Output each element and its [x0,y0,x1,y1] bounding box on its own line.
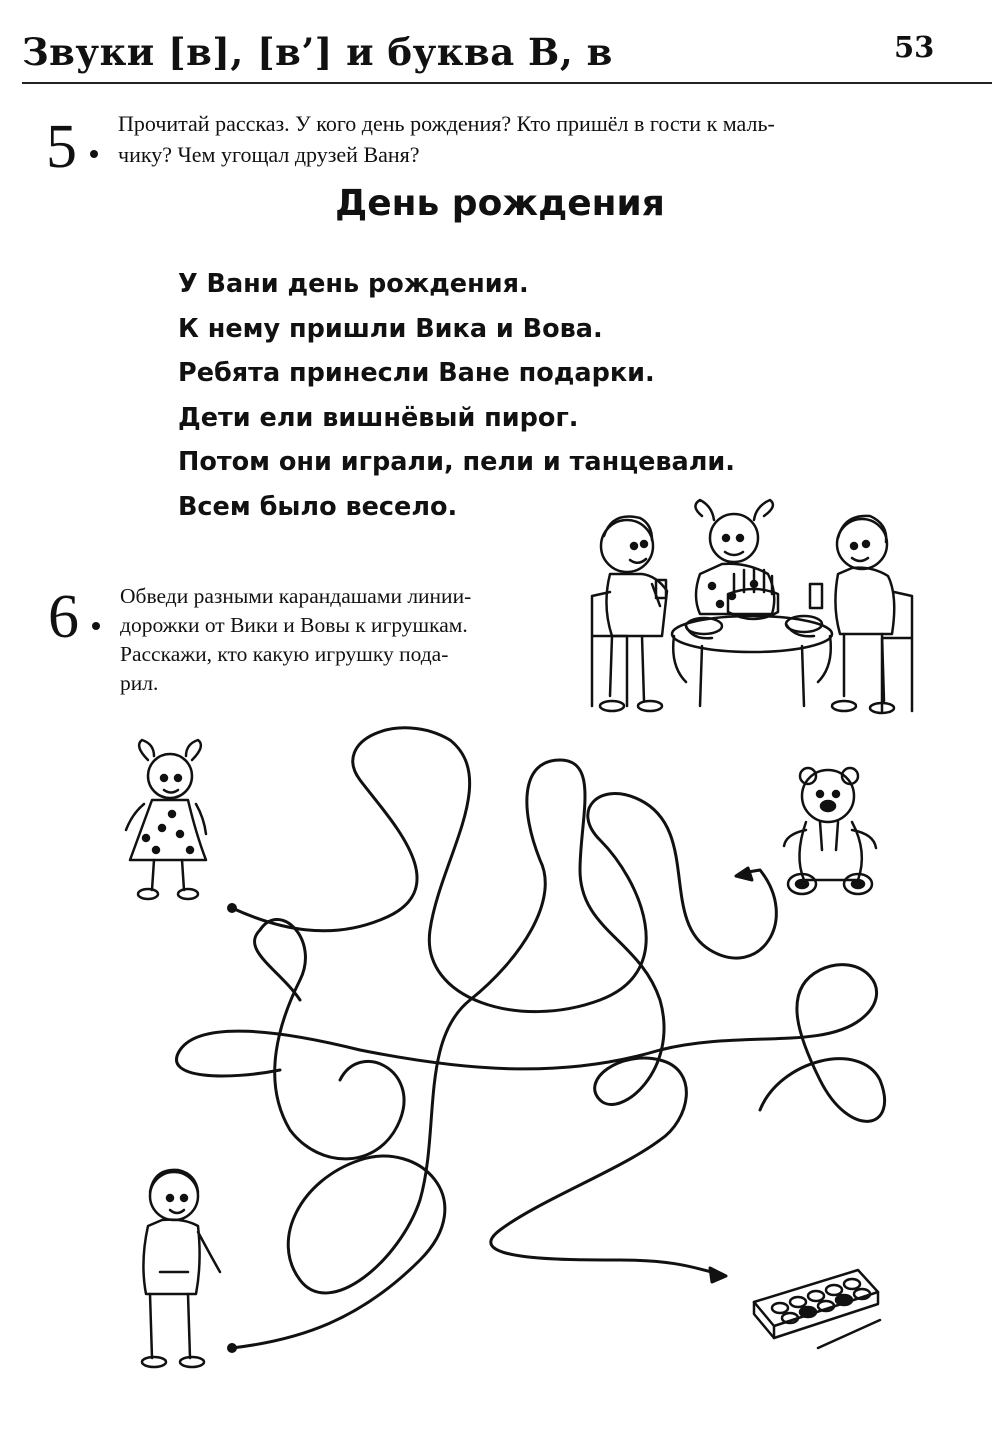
story-line: Ребята принесли Ване подарки. [178,358,655,388]
exercise-6-dot [92,622,100,630]
instruction-line: Обведи разными карандашами линии- [120,584,472,608]
exercise-6-instruction [120,582,560,698]
page-number: 53 [894,30,935,64]
instruction-line: чику? Чем угощал друзей Ваня? [118,142,420,167]
story-text [178,266,735,533]
story-line: Всем было весело. [178,491,458,522]
story-line: У Вани день рождения. [178,269,529,299]
maze-path-loop [255,920,404,1159]
instruction-line: дорожки от Вики и Вовы к игрушкам. [120,613,468,637]
exercise-5-number: 5 [46,113,77,181]
birthday-party-illustration [582,496,922,722]
page-header [22,24,992,84]
maze-path-middle [176,965,884,1122]
exercise-6-number: 6 [48,583,79,651]
page-title: Звуки [в], [в’] и буква В, в [22,30,613,74]
maze-paths [0,700,1000,1400]
exercise-5-instruction [118,108,928,170]
instruction-line: Прочитай рассказ. У кого день рождения? Кто пришёл в гости к маль- [118,111,775,136]
exercise-5-dot [90,150,98,158]
story-line: Потом они играли, пели и танцевали. [178,447,735,477]
story-title: День рождения [335,183,665,224]
story-line: Дети ели вишнёвый пирог. [178,402,579,433]
instruction-line: рил. [120,671,159,695]
instruction-line: Расскажи, кто какую игрушку пода- [120,642,449,666]
story-line: К нему пришли Вика и Вова. [178,313,603,344]
